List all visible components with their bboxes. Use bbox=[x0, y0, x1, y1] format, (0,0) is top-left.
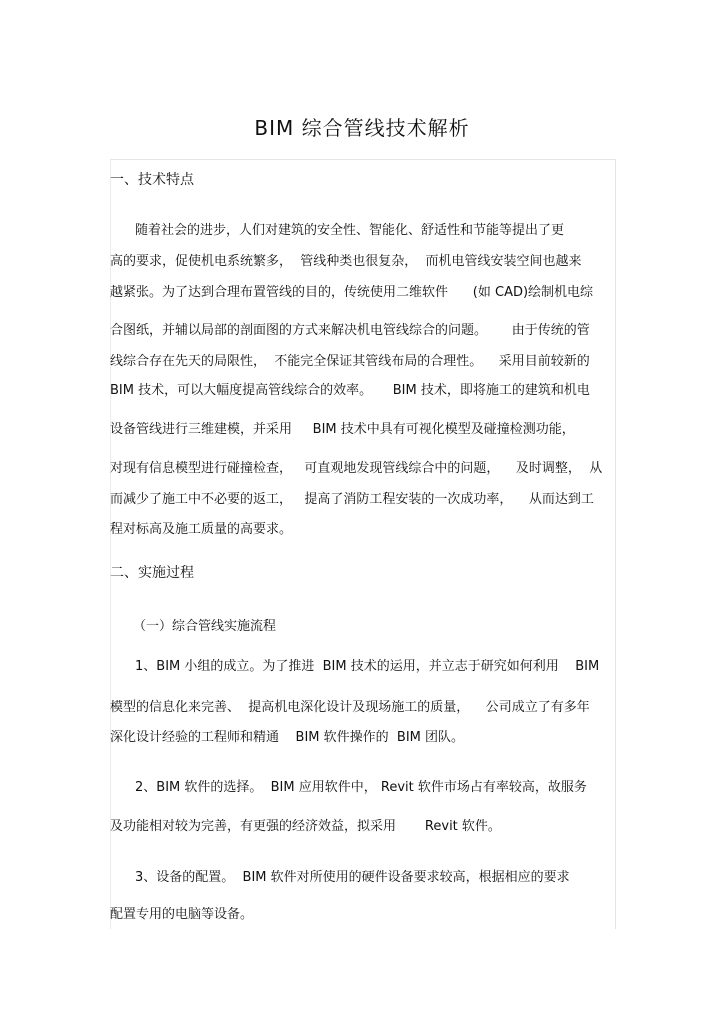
paragraph-line: 深化设计经验的工程师和精通 BIM 软件操作的 BIM 团队。 bbox=[110, 730, 464, 745]
paragraph-line: 而减少了施工中不必要的返工， 提高了消防工程安装的一次成功率， 从而达到工 bbox=[110, 492, 594, 507]
paragraph-line: 配置专用的电脑等设备。 bbox=[110, 907, 254, 922]
paragraph-line: 程对标高及施工质量的高要求。 bbox=[110, 522, 293, 537]
subsection-heading: （一）综合管线实施流程 bbox=[133, 619, 277, 634]
paragraph-line: 及功能相对较为完善，有更强的经济效益，拟采用 Revit 软件。 bbox=[110, 819, 501, 834]
paragraph-line: 线综合存在先天的局限性， 不能完全保证其管线布局的合理性。 采用目前较新的 bbox=[110, 354, 590, 369]
paragraph-line: 模型的信息化来完善、 提高机电深化设计及现场施工的质量， 公司成立了有多年 bbox=[110, 700, 590, 715]
paragraph-line: 设备管线进行三维建模，并采用 BIM 技术中具有可视化模型及碰撞检测功能， bbox=[110, 422, 575, 437]
paragraph-line: 2、BIM 软件的选择。 BIM 应用软件中， Revit 软件市场占有率较高，故服务 bbox=[135, 780, 587, 795]
content-frame-top-border bbox=[110, 159, 616, 160]
paragraph-line: 1、BIM 小组的成立。为了推进 BIM 技术的运用，并立志于研究如何利用 BIM bbox=[135, 659, 600, 674]
paragraph-line: 对现有信息模型进行碰撞检查， 可直观地发现管线综合中的问题， 及时调整， 从 bbox=[110, 461, 603, 476]
document-title: BIM 综合管线技术解析 bbox=[254, 116, 470, 140]
paragraph-line: 随着社会的进步，人们对建筑的安全性、智能化、舒适性和节能等提出了更 bbox=[135, 223, 565, 238]
paragraph-line: 3、设备的配置。 BIM 软件对所使用的硬件设备要求较高，根据相应的要求 bbox=[135, 870, 570, 885]
paragraph-line: 越紧张。为了达到合理布置管线的目的，传统使用二维软件 (如 CAD)绘制机电综 bbox=[110, 285, 594, 300]
section-heading-implementation: 二、实施过程 bbox=[110, 565, 194, 581]
paragraph-line: 高的要求，促使机电系统繁多， 管线种类也很复杂， 而机电管线安装空间也越来 bbox=[110, 254, 582, 269]
paragraph-line: BIM 技术，可以大幅度提高管线综合的效率。 BIM 技术，即将施工的建筑和机电 bbox=[110, 383, 590, 398]
content-frame-right-border bbox=[615, 159, 616, 929]
paragraph-line: 合图纸，并辅以局部的剖面图的方式来解决机电管线综合的问题。 由于传统的管 bbox=[110, 323, 590, 338]
content-frame-left-border bbox=[110, 159, 111, 929]
section-heading-features: 一、技术特点 bbox=[110, 172, 194, 188]
